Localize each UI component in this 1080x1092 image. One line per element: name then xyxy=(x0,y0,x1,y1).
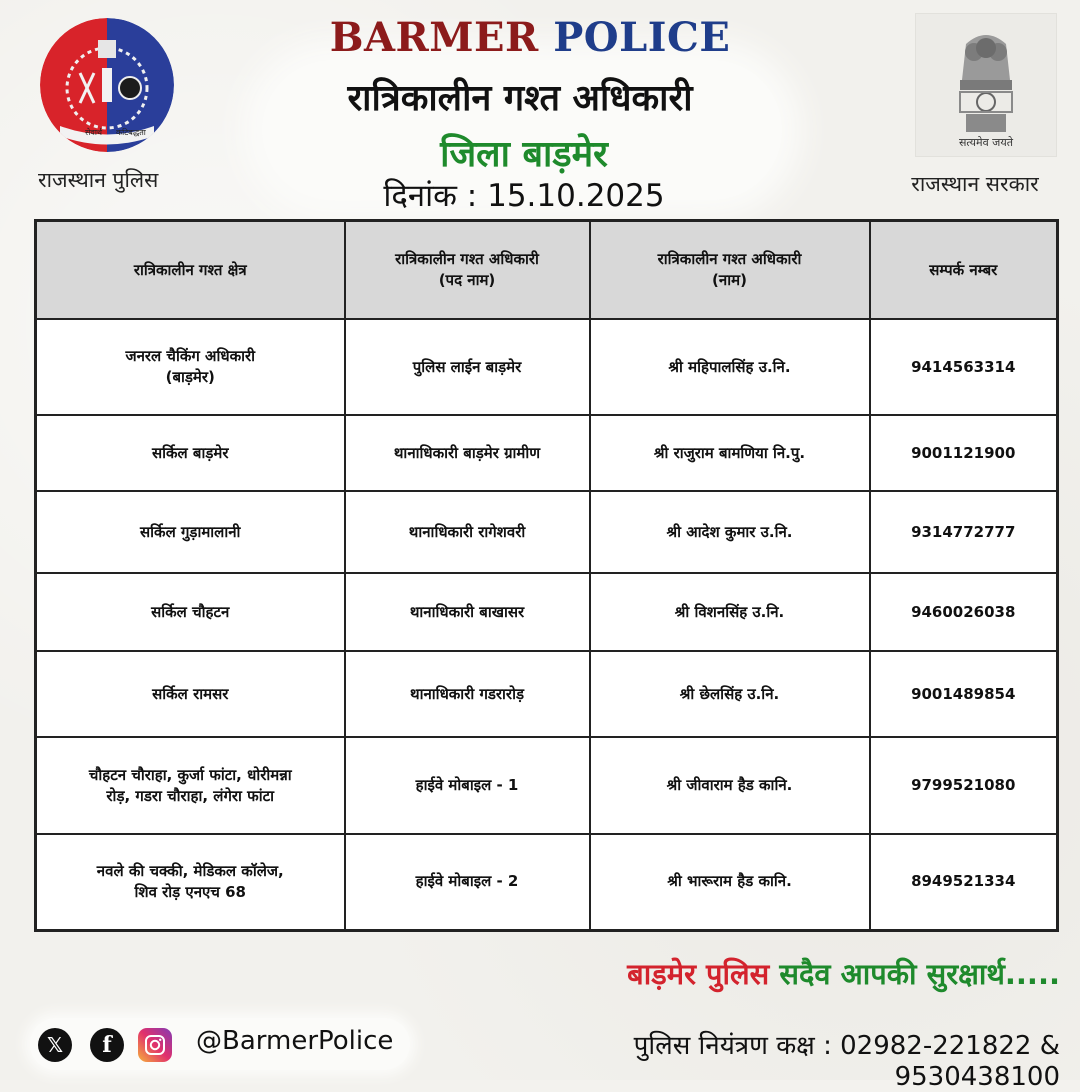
slogan-part2: सदैव आपकी सुरक्षार्थ..... xyxy=(779,957,1060,991)
contact-number-cell: 9001121900 xyxy=(870,415,1058,491)
social-handle[interactable]: @BarmerPolice xyxy=(196,1026,394,1056)
svg-text:सेवार्थ: सेवार्थ xyxy=(85,128,103,137)
table-row xyxy=(36,737,1058,834)
officer-post-cell: थानाधिकारी बाखासर xyxy=(345,573,590,651)
table-row xyxy=(36,319,1058,415)
rajasthan-police-label: राजस्थान पुलिस xyxy=(38,168,159,192)
contact-number-cell: 9799521080 xyxy=(870,737,1058,834)
officer-name-cell: श्री विशनसिंह उ.नि. xyxy=(590,573,870,651)
facebook-icon[interactable]: f xyxy=(90,1028,124,1062)
column-header-1: रात्रिकालीन गश्त क्षेत्र xyxy=(36,221,345,320)
officer-post-cell: थानाधिकारी रागेशवरी xyxy=(345,491,590,573)
table-header-row xyxy=(36,221,1058,320)
contact-number-cell: 9414563314 xyxy=(870,319,1058,415)
table-row xyxy=(36,834,1058,930)
page-title: रात्रिकालीन गश्त अधिकारी xyxy=(347,78,693,119)
night-patrol-table xyxy=(34,219,1059,932)
patrol-area-cell: सर्किल रामसर xyxy=(36,651,345,737)
patrol-area-cell: नवले की चक्की, मेडिकल कॉलेज, शिव रोड़ एनएच 68 xyxy=(36,834,345,930)
officer-name-cell: श्री भारूराम हैड कानि. xyxy=(590,834,870,930)
table-body xyxy=(36,319,1058,930)
contact-number-cell: 9314772777 xyxy=(870,491,1058,573)
social-links xyxy=(30,1018,410,1070)
officer-name-cell: श्री महिपालसिंह उ.नि. xyxy=(590,319,870,415)
column-header-4: सम्पर्क नम्बर xyxy=(870,221,1058,320)
patrol-area-cell: सर्किल गुड़ामालानी xyxy=(36,491,345,573)
slogan xyxy=(470,954,1060,993)
officer-name-cell: श्री राजुराम बामणिया नि.पु. xyxy=(590,415,870,491)
rajasthan-government-label: राजस्थान सरकार xyxy=(911,172,1039,196)
officer-name-cell: श्री छेलसिंह उ.नि. xyxy=(590,651,870,737)
slogan-part1: बाड़मेर पुलिस xyxy=(627,957,770,991)
brand-police: POLICE xyxy=(553,14,731,61)
instagram-icon[interactable] xyxy=(138,1028,172,1062)
brand-barmer: BARMER xyxy=(329,14,539,61)
contact-number-cell: 9460026038 xyxy=(870,573,1058,651)
svg-text:कटिबद्धता: कटिबद्धता xyxy=(116,128,146,137)
officer-name-cell: श्री जीवाराम हैड कानि. xyxy=(590,737,870,834)
officer-post-cell: हाईवे मोबाइल - 2 xyxy=(345,834,590,930)
officer-post-cell: थानाधिकारी गडरारोड़ xyxy=(345,651,590,737)
table-row xyxy=(36,573,1058,651)
control-room-contact: पुलिस नियंत्रण कक्ष : 02982-221822 & 9530438100 xyxy=(633,1031,1060,1092)
x-icon[interactable]: 𝕏 xyxy=(38,1028,72,1062)
patrol-area-cell: सर्किल चौहटन xyxy=(36,573,345,651)
table-row xyxy=(36,651,1058,737)
patrol-area-cell: जनरल चैकिंग अधिकारी (बाड़मेर) xyxy=(36,319,345,415)
officer-post-cell: पुलिस लाईन बाड़मेर xyxy=(345,319,590,415)
brand-title xyxy=(0,14,1060,61)
contact-number-cell: 9001489854 xyxy=(870,651,1058,737)
officer-name-cell: श्री आदेश कुमार उ.नि. xyxy=(590,491,870,573)
table-row xyxy=(36,491,1058,573)
column-header-2: रात्रिकालीन गश्त अधिकारी (पद नाम) xyxy=(345,221,590,320)
officer-post-cell: हाईवे मोबाइल - 1 xyxy=(345,737,590,834)
table-row xyxy=(36,415,1058,491)
officer-post-cell: थानाधिकारी बाड़मेर ग्रामीण xyxy=(345,415,590,491)
emblem-motto: सत्यमेव जयते xyxy=(958,136,1014,149)
district-name: जिला बाड़मेर xyxy=(440,134,608,175)
column-header-3: रात्रिकालीन गश्त अधिकारी (नाम) xyxy=(590,221,870,320)
contact-number-cell: 8949521334 xyxy=(870,834,1058,930)
patrol-area-cell: चौहटन चौराहा, कुर्जा फांटा, धोरीमन्ना रोड़, गडरा चौराहा, लंगेरा फांटा xyxy=(36,737,345,834)
patrol-area-cell: सर्किल बाड़मेर xyxy=(36,415,345,491)
date-label: दिनांक : 15.10.2025 xyxy=(383,178,665,214)
